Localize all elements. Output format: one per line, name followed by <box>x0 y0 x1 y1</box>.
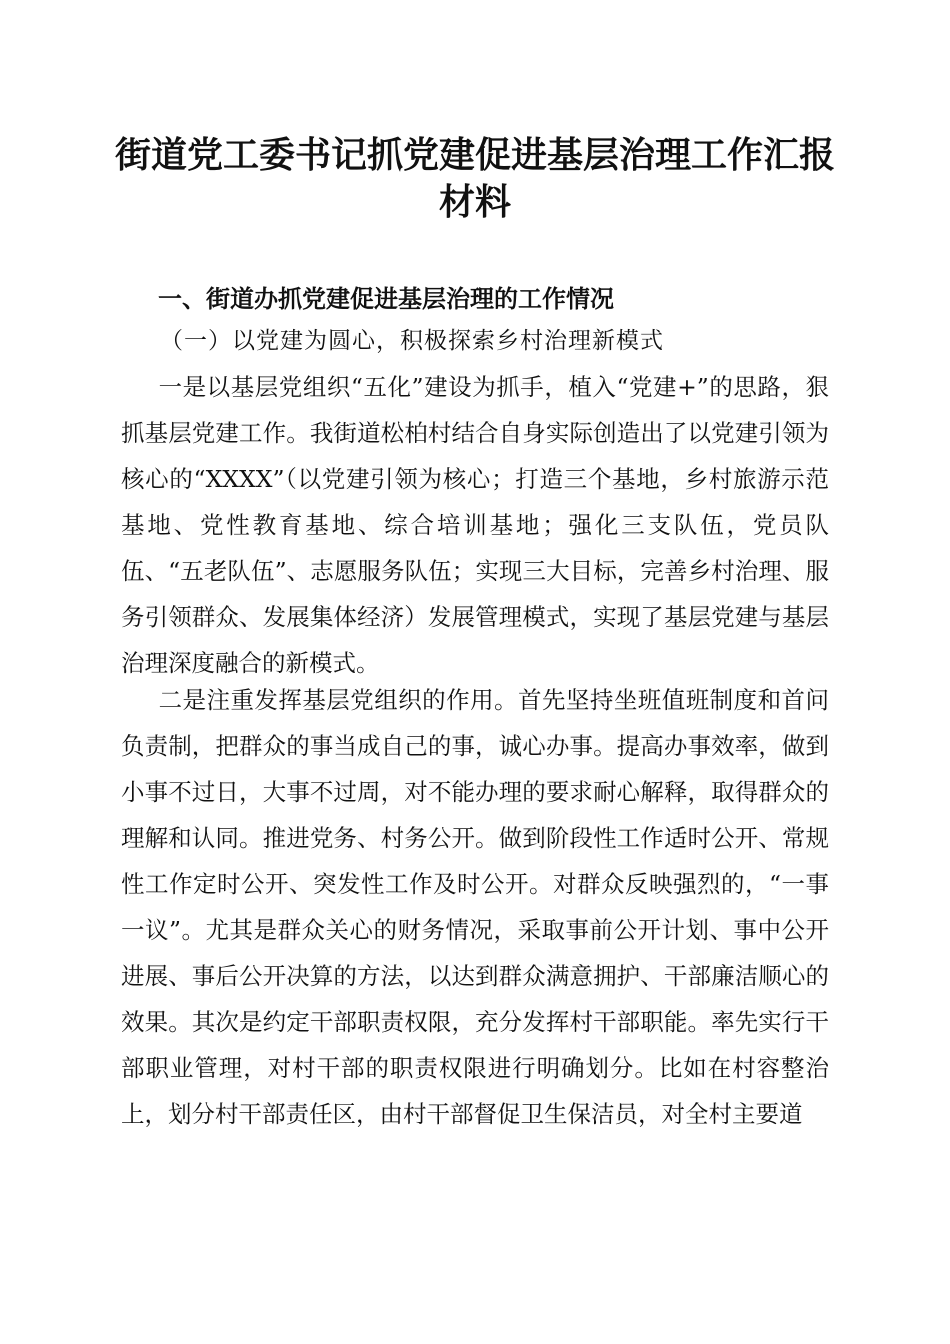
document-title: 街道党工委书记抓党建促进基层治理工作汇报材料 <box>114 135 835 223</box>
paragraph-2 <box>121 677 829 1137</box>
paragraph-1 <box>121 364 829 686</box>
paragraph-1-body: 我街道松柏村结合自身实际创造出了以党建引领为核心的“XXXX”（以党建引领为核心；打造三个基地，乡村旅游示范基地、党性教育基地、综合培训基地；强化三支队伍，党员队伍、“五老队伍”、志愿服务队伍；实现三大目标，完善乡村治理、服务引领群众、发展集体经济）发展管理模式，实现了基层党建与基层治理深度融合的新模式。 <box>121 419 829 677</box>
paragraph-1-lead: 一是以基层党组织“五化”建设为抓手，植入“党建+”的思路，狠抓基层党建工作。 <box>121 373 829 447</box>
paragraph-2-body: 首先坚持坐班值班制度和首问负责制，把群众的事当成自己的事，诚心办事。提高办事效率，做到小事不过日，大事不过周，对不能办理的要求耐心解释，取得群众的理解和认同。推进党务、村务公开。做到阶段性工作适时公开、常规性工作定时公开、突发性工作及时公开。对群众反映强烈的，“一事一议”。尤其是群众关心的财务情况，采取事前公开计划、事中公开进展、事后公开决算的方法，以达到群众满意拥护、干部廉洁顺心的效果。其次是约定干部职责权限，充分发挥村干部职能。率先实行干部职业管理，对村干部的职责权限进行明确划分。比如在村容整治上，划分村干部责任区，由村干部督促卫生保洁员，对全村主要道 <box>121 686 830 1128</box>
section-heading: 一、街道办抓党建促进基层治理的工作情况 <box>158 285 614 313</box>
subsection-heading: （一）以党建为圆心，积极探索乡村治理新模式 <box>160 328 664 354</box>
paragraph-2-lead: 二是注重发挥基层党组织的作用。 <box>158 686 518 714</box>
